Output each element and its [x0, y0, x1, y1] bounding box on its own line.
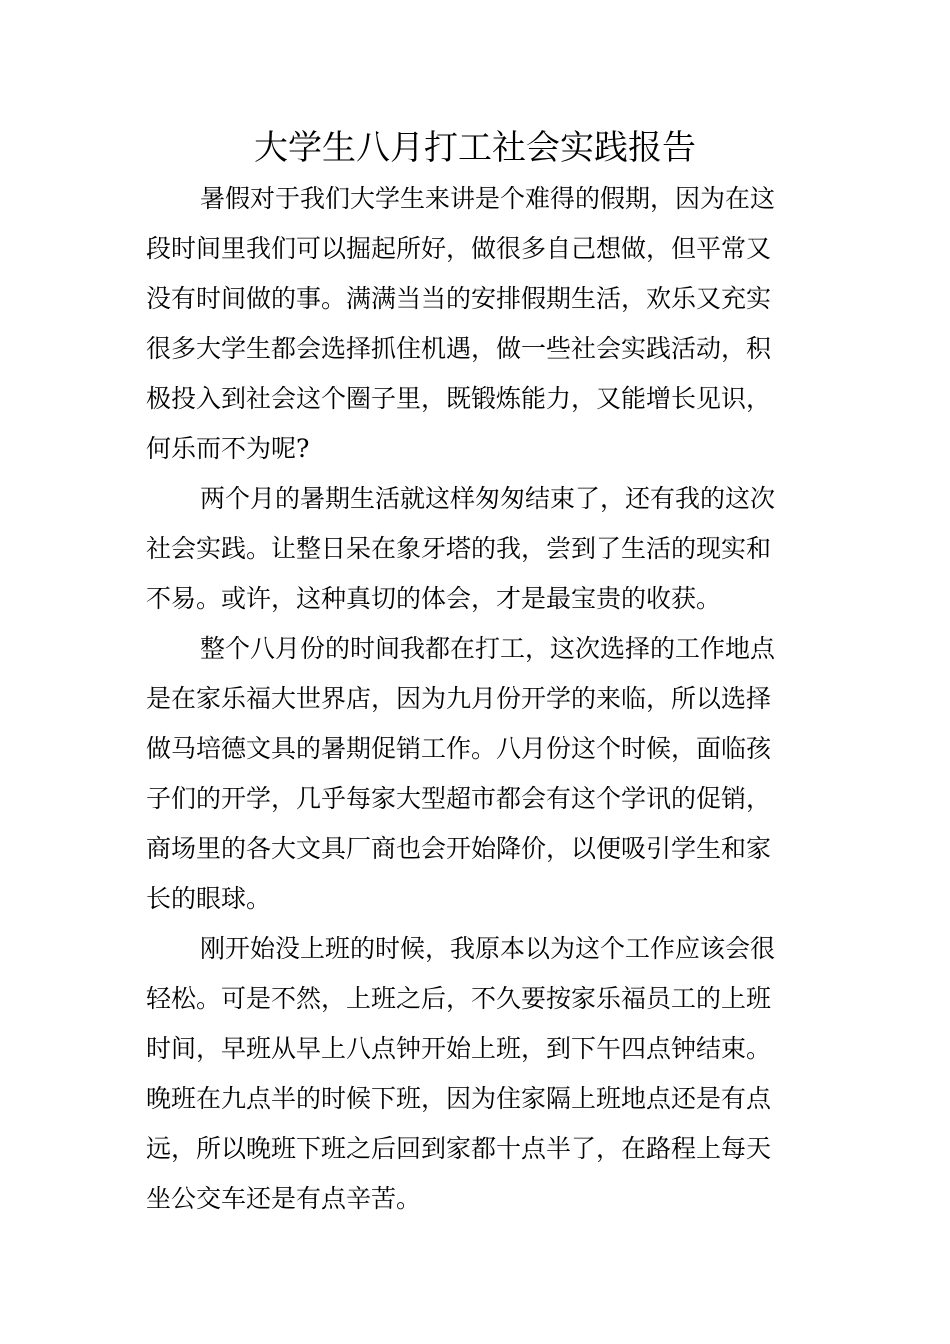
document-body — [146, 174, 810, 1224]
document-title: 大学生八月打工社会实践报告 — [254, 128, 696, 168]
paragraph-line: 没有时间做的事。满满当当的安排假期生活，欢乐又充实 — [146, 284, 772, 313]
paragraph-line: 不易。或许，这种真切的体会，才是最宝贵的收获。 — [146, 584, 722, 613]
paragraph-line: 长的眼球。 — [146, 884, 272, 913]
paragraph-line: 坐公交车还是有点辛苦。 — [146, 1184, 422, 1213]
paragraph-line: 社会实践。让整日呆在象牙塔的我，尝到了生活的现实和 — [146, 534, 772, 563]
paragraph-line: 时间，早班从早上八点钟开始上班，到下午四点钟结束。 — [146, 1034, 772, 1063]
paragraph-line: 何乐而不为呢? — [146, 434, 310, 463]
paragraph-line: 很多大学生都会选择抓住机遇，做一些社会实践活动，积 — [146, 334, 772, 363]
paragraph-line: 两个月的暑期生活就这样匆匆结束了，还有我的这次 — [200, 484, 776, 513]
paragraph — [146, 924, 810, 1224]
paragraph-line: 极投入到社会这个圈子里，既锻炼能力，又能增长见识， — [146, 384, 772, 413]
paragraph-line: 刚开始没上班的时候，我原本以为这个工作应该会很 — [200, 934, 776, 963]
paragraph-line: 轻松。可是不然，上班之后，不久要按家乐福员工的上班 — [146, 984, 772, 1013]
paragraph-line: 段时间里我们可以掘起所好，做很多自己想做，但平常又 — [146, 234, 772, 263]
paragraph-line: 晚班在九点半的时候下班，因为住家隔上班地点还是有点 — [146, 1084, 772, 1113]
paragraph-line: 暑假对于我们大学生来讲是个难得的假期，因为在这 — [200, 184, 776, 213]
paragraph-line: 整个八月份的时间我都在打工，这次选择的工作地点 — [200, 634, 776, 663]
paragraph — [146, 174, 810, 474]
paragraph — [146, 474, 810, 624]
paragraph-line: 子们的开学，几乎每家大型超市都会有这个学讯的促销， — [146, 784, 772, 813]
paragraph-line: 是在家乐福大世界店，因为九月份开学的来临，所以选择 — [146, 684, 772, 713]
paragraph-line: 远，所以晚班下班之后回到家都十点半了，在路程上每天 — [146, 1134, 772, 1163]
paragraph-line: 商场里的各大文具厂商也会开始降价，以便吸引学生和家 — [146, 834, 772, 863]
paragraph-line: 做马培德文具的暑期促销工作。八月份这个时候，面临孩 — [146, 734, 772, 763]
paragraph — [146, 624, 810, 924]
